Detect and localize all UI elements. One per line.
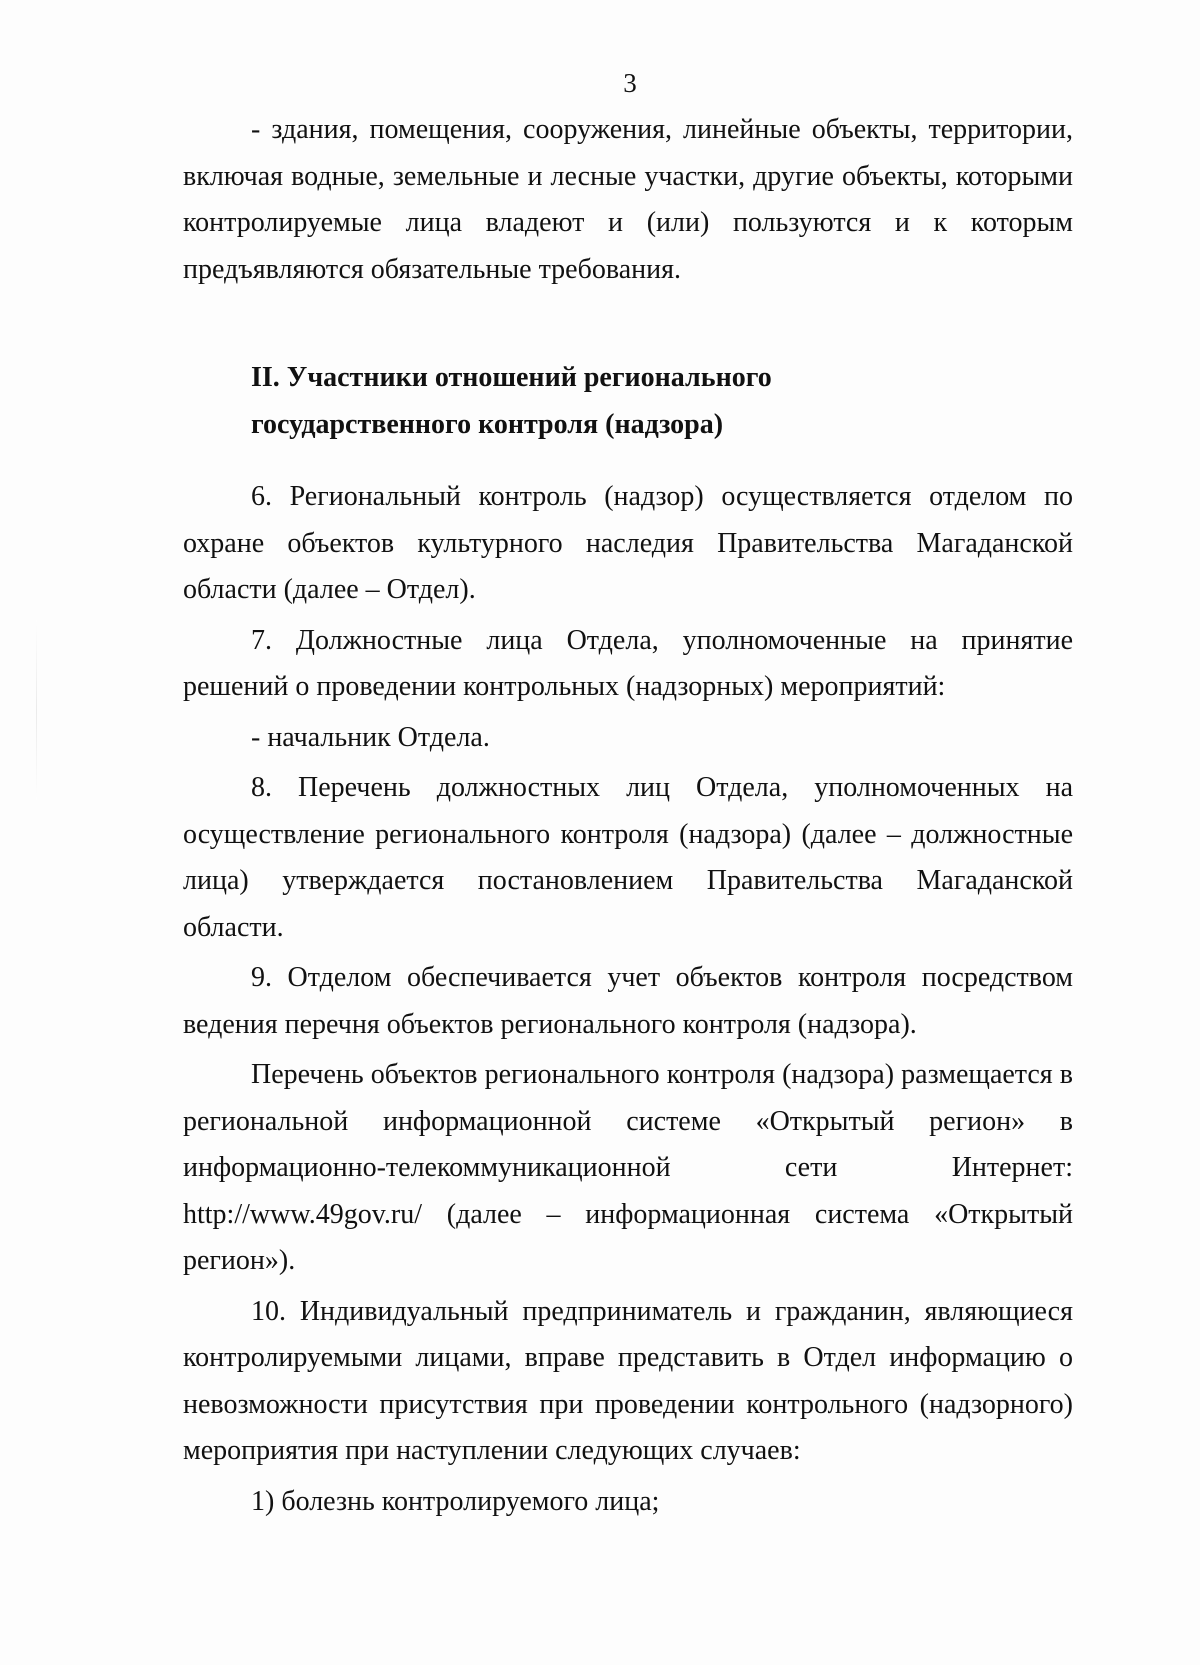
- section-heading-line-2: государственного контроля (надзора): [251, 408, 724, 440]
- document-body: [183, 107, 1073, 1525]
- paragraph-10-item-1: 1) болезнь контролируемого лица;: [251, 1485, 660, 1517]
- section-heading-line-1: II. Участники отношений регионального: [251, 362, 772, 393]
- scan-artifact: [36, 620, 37, 800]
- paragraph-9b: Перечень объектов регионального контроля (надзора) размещается в региональной информационной системе «Открытый регион» в информационно-телекоммуникационной сети Интернет: http://www.49gov.ru/ (далее – информационная система «Открытый регион»).: [183, 1059, 1073, 1276]
- page-number: 3: [623, 68, 637, 98]
- paragraph-objects: - здания, помещения, сооружения, линейные объекты, территории, включая водные, земельные и лесные участки, другие объекты, которыми контролируемые лица владеют и (или) пользуются и к которым предъявляются обязательные требования.: [183, 114, 1073, 285]
- paragraph-8: 8. Перечень должностных лиц Отдела, уполномоченных на осуществление регионального контроля (надзора) (далее – должностные лица) утверждается постановлением Правительства Магаданской области.: [183, 772, 1073, 943]
- paragraph-7-item: - начальник Отдела.: [251, 721, 490, 753]
- paragraph-10: 10. Индивидуальный предприниматель и гражданин, являющиеся контролируемыми лицами, вправе представить в Отдел информацию о невозможности присутствия при проведении контрольного (надзорного) мероприятия при наступлении следующих случаев:: [183, 1295, 1073, 1466]
- paragraph-7: 7. Должностные лица Отдела, уполномоченные на принятие решений о проведении контрольных (надзорных) мероприятий:: [183, 624, 1073, 702]
- paragraph-6: 6. Региональный контроль (надзор) осуществляется отделом по охране объектов культурного наследия Правительства Магаданской области (далее – Отдел).: [183, 481, 1073, 605]
- section-heading: [183, 355, 1073, 448]
- paragraph-9: 9. Отделом обеспечивается учет объектов контроля посредством ведения перечня объектов регионального контроля (надзора).: [183, 962, 1073, 1040]
